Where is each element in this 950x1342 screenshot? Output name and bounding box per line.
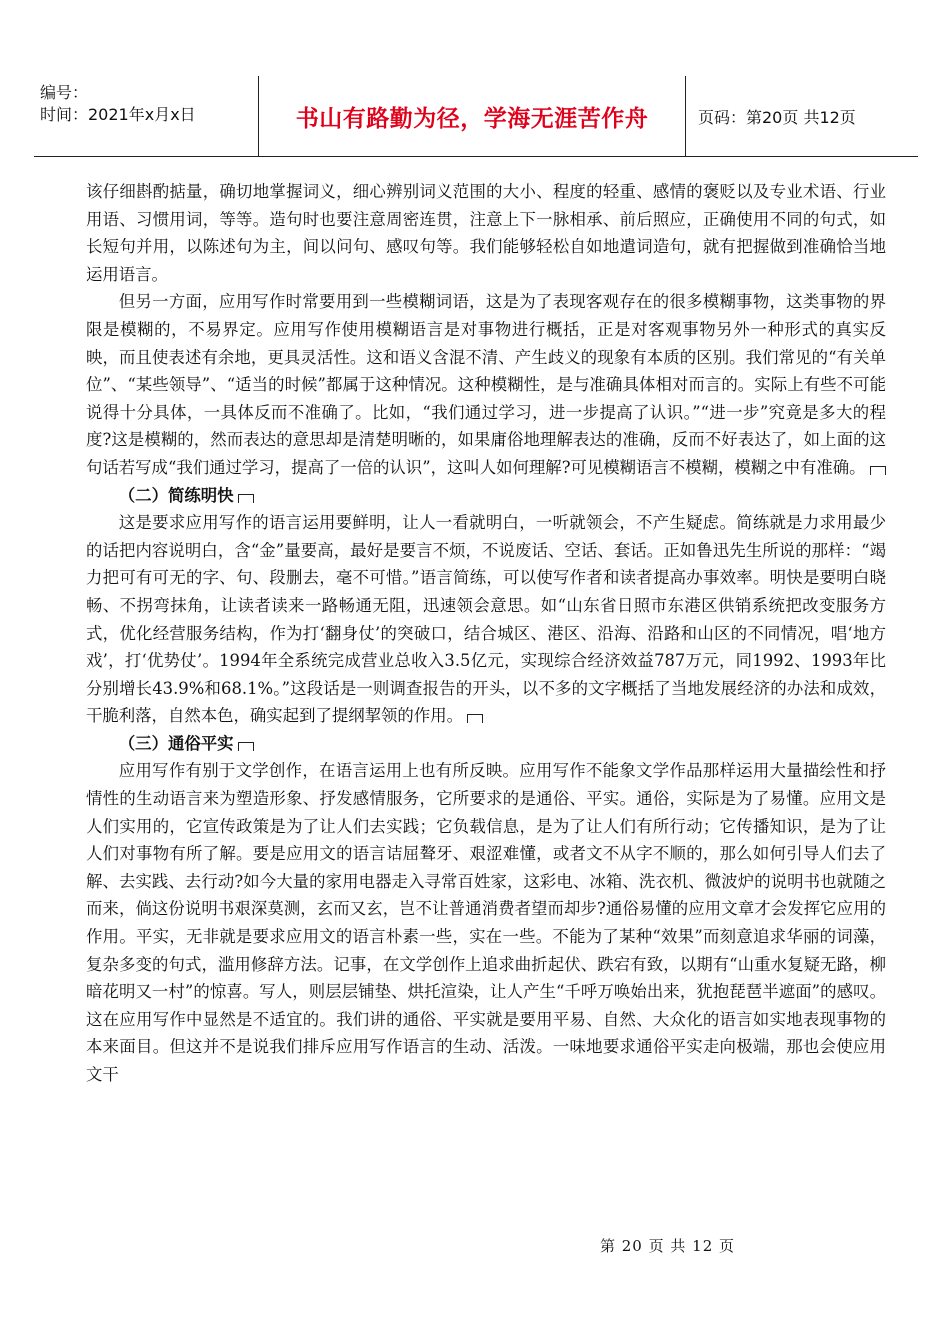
document-number-label: 编号： <box>40 83 89 102</box>
section-heading-3 <box>86 730 886 758</box>
header-meta <box>34 76 258 156</box>
header-page-code: 页码：第20页 共12页 <box>698 107 856 127</box>
page-footer: 第 20 页 共 12 页 <box>600 1237 736 1255</box>
section-heading-2 <box>86 482 886 510</box>
paragraph-mark-icon <box>870 466 886 475</box>
paragraph-4: 应用写作有别于文学创作，在语言运用上也有所反映。应用写作不能象文学作品那样运用大量描绘性和抒情性的生动语言来为塑造形象、抒发感情服务，它所要求的是通俗、平实。通俗，实际是为了易懂。应用文是人们实用的，它宣传政策是为了让人们去实践；它负载信息，是为了让人们有所行动；它传播知识，是为了让人们对事物有所了解。要是应用文的语言诘屈聱牙、艰涩难懂，或者文不从字不顺的，那么如何引导人们去了解、去实践、去行动?如今大量的家用电器走入寻常百姓家，这彩电、冰箱、洗衣机、微波炉的说明书也就随之而来，倘这份说明书艰深莫测，玄而又玄，岂不让普通消费者望而却步?通俗易懂的应用文章才会发挥它应用的作用。平实，无非就是要求应用文的语言朴素一些，实在一些。不能为了某种“效果”而刻意追求华丽的词藻，复杂多变的句式，滥用修辞方法。记事，在文学创作上追求曲折起伏、跌宕有致，以期有“山重水复疑无路，柳暗花明又一村”的惊喜。写人，则层层铺垫、烘托渲染，让人产生“千呼万唤始出来，犹抱琵琶半遮面”的感叹。这在应用写作中显然是不适宜的。我们讲的通俗、平实就是要用平易、自然、大众化的语言如实地表现事物的本来面目。但这并不是说我们排斥应用写作语言的生动、活泼。一味地要求通俗平实走向极端，那也会使应用文干 <box>86 761 886 1084</box>
document-body <box>86 178 886 1089</box>
paragraph-mark-icon <box>238 742 254 751</box>
page-header <box>34 76 918 157</box>
paragraph-2 <box>86 288 886 481</box>
header-motto: 书山有路勤为径，学海无涯苦作舟 <box>258 76 686 156</box>
section-heading-2-text: （二）简练明快 <box>118 485 234 505</box>
paragraph-3-text: 这是要求应用写作的语言运用要鲜明，让人一看就明白，一听就领会，不产生疑虑。简练就是力求用最少的话把内容说明白，含“金”量要高，最好是要言不烦，不说废话、空话、套话。正如鲁迅先生所说的那样：“竭力把可有可无的字、句、段删去，毫不可惜。”语言简练，可以使写作者和读者提高办事效率。明快是要明白晓畅、不拐弯抹角，让读者读来一路畅通无阻，迅速领会意思。如“山东省日照市东港区供销系统把改变服务方式，优化经营服务结构，作为打‘翻身仗’的突破口，结合城区、港区、沿海、沿路和山区的不同情况，唱‘地方戏’，打‘优势仗’。1994年全系统完成营业总收入3.5亿元，实现综合经济效益787万元，同1992、1993年比分别增长43.9%和68.1%。”这段话是一则调查报告的开头，以不多的文字概括了当地发展经济的办法和成效，干脆利落，自然本色，确实起到了提纲挈领的作用。 <box>86 513 886 726</box>
paragraph-1: 该仔细斟酌掂量，确切地掌握词义，细心辨别词义范围的大小、程度的轻重、感情的褒贬以及专业术语、行业用语、习惯用词，等等。造句时也要注意周密连贯，注意上下一脉相承、前后照应，正确使用不同的句式，如长短句并用，以陈述句为主，间以问句、感叹句等。我们能够轻松自如地遣词造句，就有把握做到准确恰当地运用语言。 <box>86 182 886 284</box>
document-time-label: 时间：2021年x月x日 <box>40 105 196 124</box>
section-heading-3-text: （三）通俗平实 <box>118 733 234 753</box>
paragraph-2-text: 但另一方面，应用写作时常要用到一些模糊词语，这是为了表现客观存在的很多模糊事物，这类事物的界限是模糊的，不易界定。应用写作使用模糊语言是对事物进行概括，正是对客观事物另外一种形式的真实反映，而且使表述有余地，更具灵活性。这和语义含混不清、产生歧义的现象有本质的区别。我们常见的“有关单位”、“某些领导”、“适当的时候”都属于这种情况。这种模糊性，是与准确具体相对而言的。实际上有些不可能说得十分具体，一具体反而不准确了。比如，“我们通过学习，进一步提高了认识。”“进一步”究竟是多大的程度?这是模糊的，然而表达的意思却是清楚明晰的，如果庸俗地理解表达的准确，反而不好表达了，如上面的这句话若写成“我们通过学习，提高了一倍的认识”，这叫人如何理解?可见模糊语言不模糊，模糊之中有准确。 <box>86 292 886 477</box>
paragraph-3 <box>86 509 886 730</box>
paragraph-mark-icon <box>238 494 254 503</box>
paragraph-mark-icon <box>467 714 483 723</box>
